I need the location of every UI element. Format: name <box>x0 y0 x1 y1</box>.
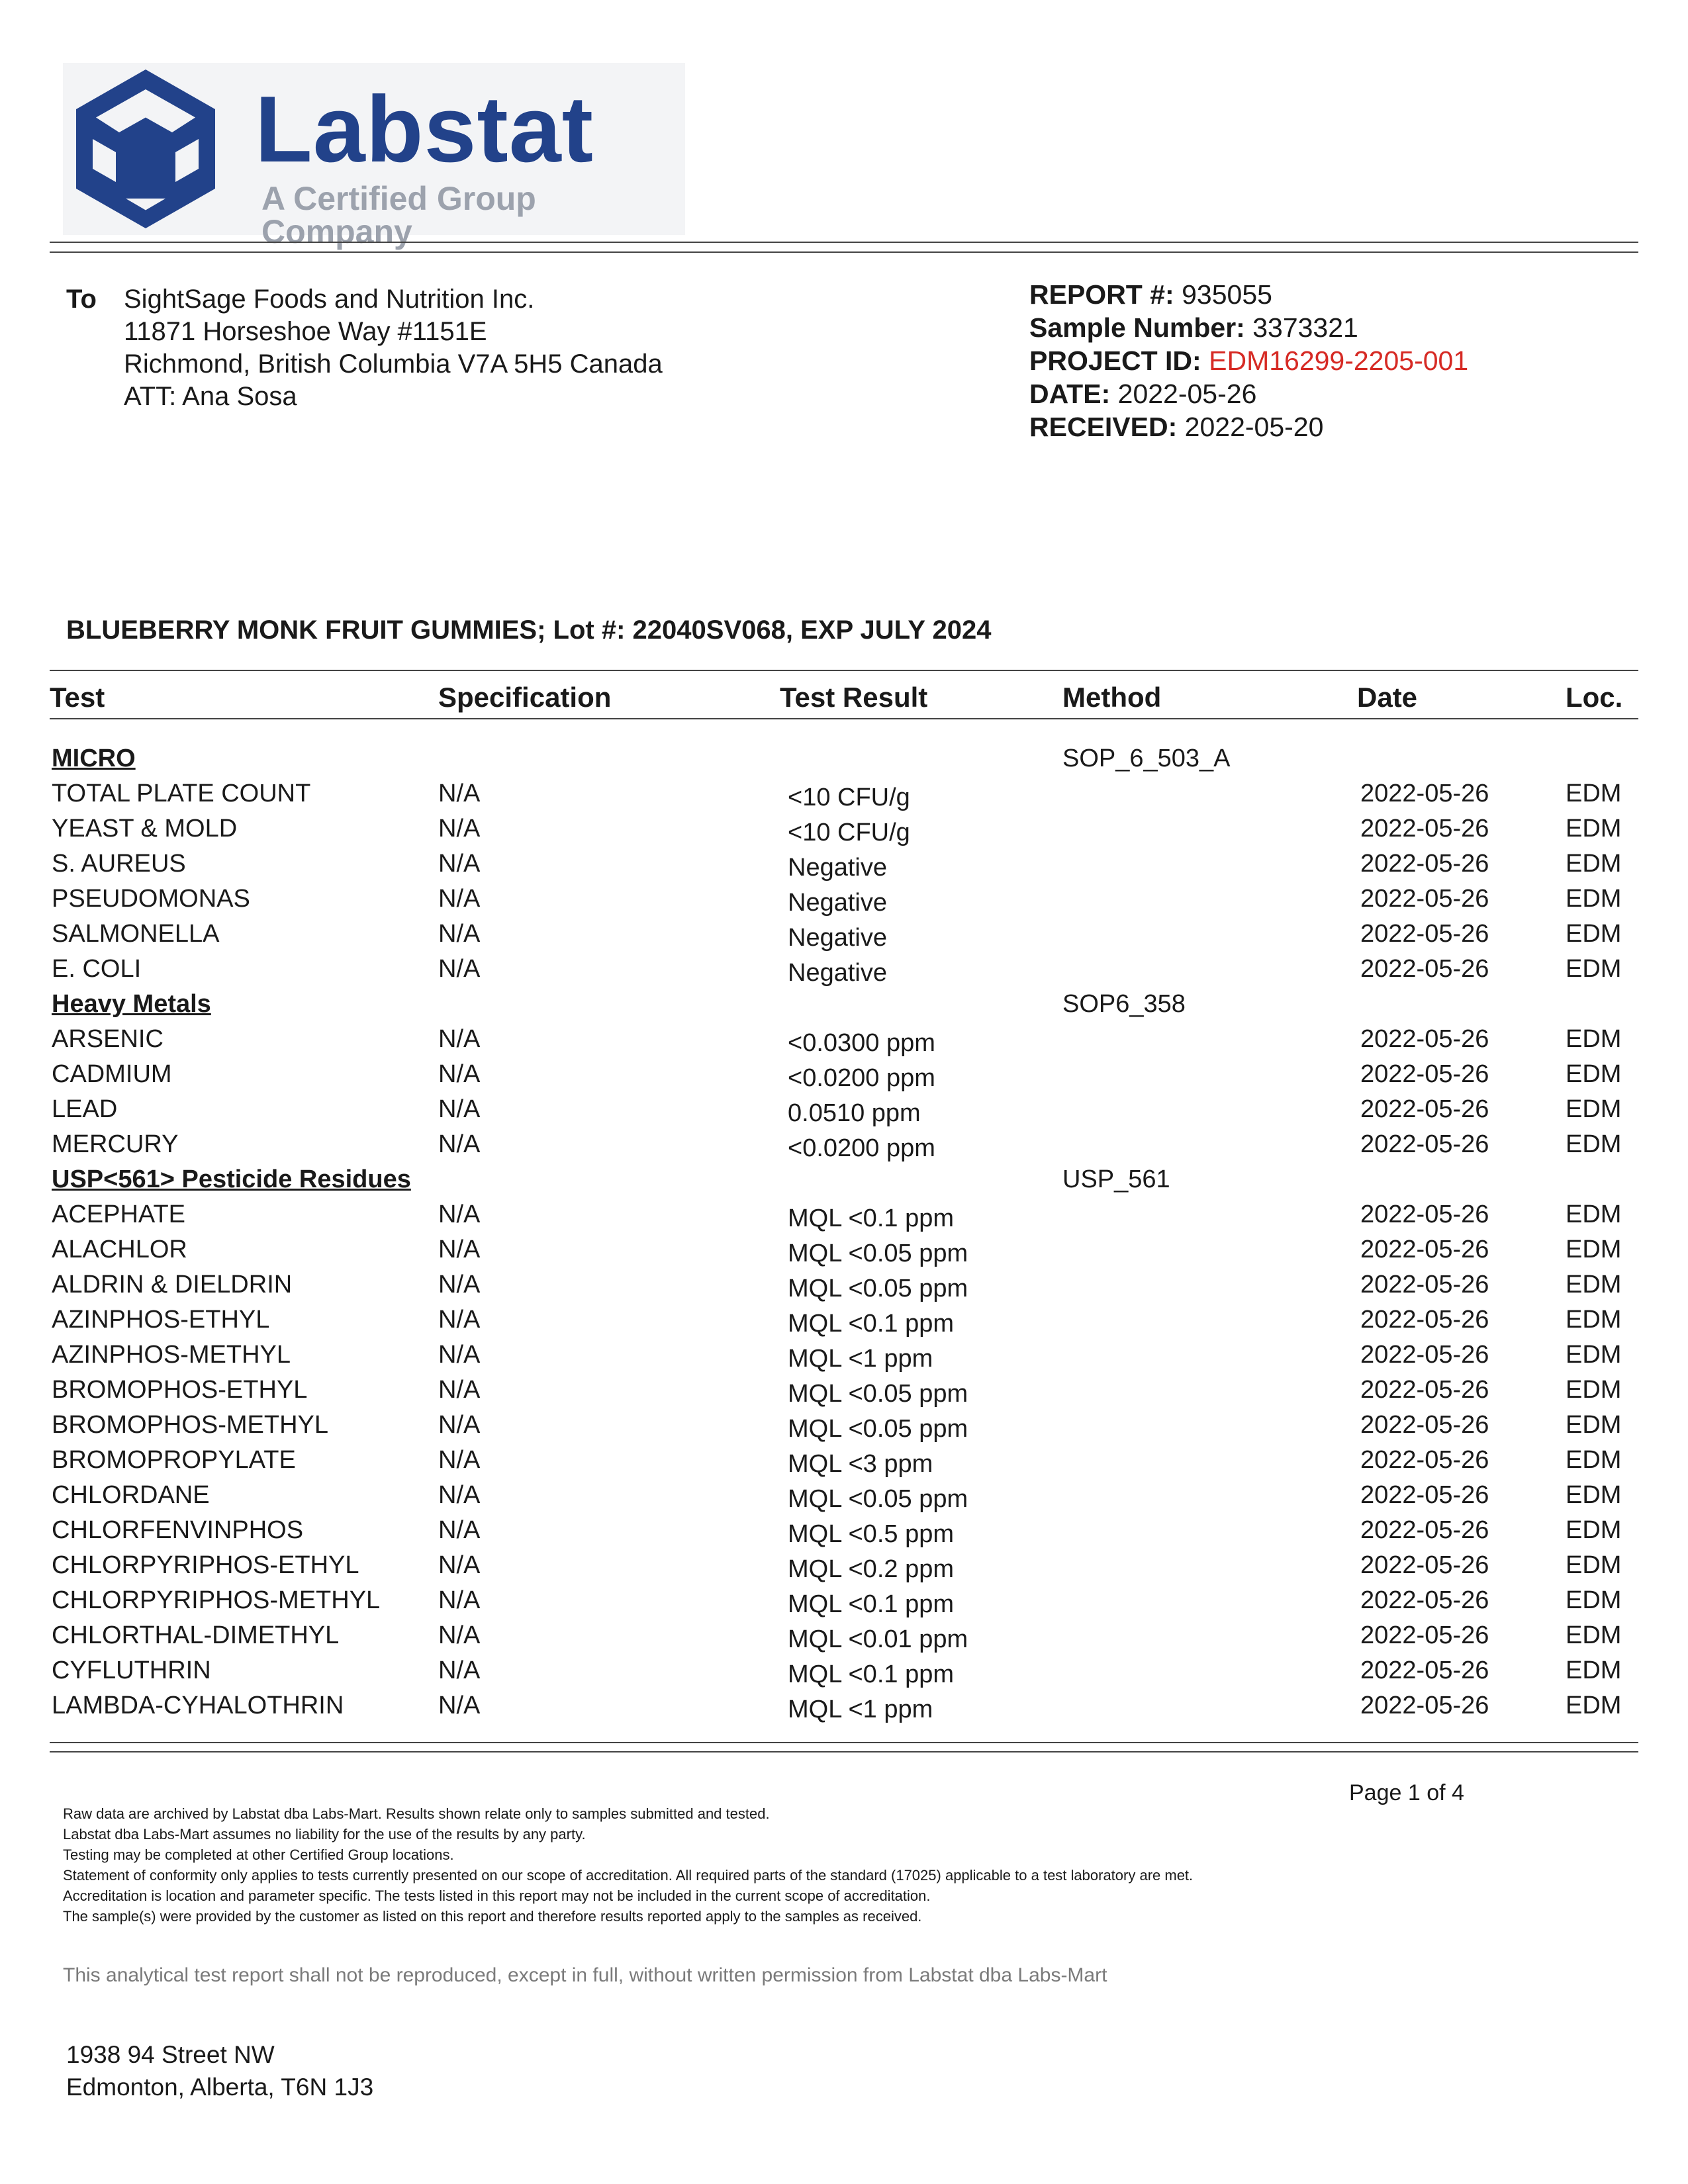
test-name: CYFLUTHRIN <box>52 1657 211 1684</box>
table-row <box>0 1060 1688 1095</box>
company-logo <box>63 63 685 250</box>
table-row <box>0 1306 1688 1341</box>
recipient-street: 11871 Horseshoe Way #1151E <box>124 317 487 346</box>
table-row <box>0 1095 1688 1130</box>
test-date: 2022-05-26 <box>1360 1095 1489 1123</box>
to-label: To <box>66 285 97 314</box>
test-location: EDM <box>1566 920 1622 948</box>
table-row <box>0 1130 1688 1165</box>
specification: N/A <box>438 1130 481 1158</box>
test-location: EDM <box>1566 1376 1622 1404</box>
test-location: EDM <box>1566 1236 1622 1263</box>
section-title: MICRO <box>52 745 136 772</box>
test-result: <10 CFU/g <box>788 784 910 811</box>
table-row <box>0 1446 1688 1481</box>
test-name: CHLORPYRIPHOS-ETHYL <box>52 1551 359 1579</box>
report-date: 2022-05-26 <box>1117 379 1257 409</box>
test-date: 2022-05-26 <box>1360 1551 1489 1579</box>
test-location: EDM <box>1566 1201 1622 1228</box>
test-date: 2022-05-26 <box>1360 1657 1489 1684</box>
header-location: Loc. <box>1566 682 1623 713</box>
specification: N/A <box>438 1306 481 1334</box>
test-location: EDM <box>1566 1341 1622 1369</box>
test-location: EDM <box>1566 1095 1622 1123</box>
test-date: 2022-05-26 <box>1360 1516 1489 1544</box>
logo-tagline: A Certified Group Company <box>261 180 536 250</box>
test-location: EDM <box>1566 780 1622 807</box>
test-result: <0.0200 ppm <box>788 1134 935 1162</box>
test-location: EDM <box>1566 955 1622 983</box>
specification: N/A <box>438 1236 481 1263</box>
test-date: 2022-05-26 <box>1360 1060 1489 1088</box>
report-number: 935055 <box>1182 279 1272 310</box>
test-date: 2022-05-26 <box>1360 885 1489 913</box>
test-date: 2022-05-26 <box>1360 955 1489 983</box>
specification: N/A <box>438 885 481 913</box>
test-date: 2022-05-26 <box>1360 815 1489 842</box>
test-date: 2022-05-26 <box>1360 1306 1489 1334</box>
lab-street: 1938 94 Street NW <box>66 2041 275 2068</box>
test-name: CHLORTHAL-DIMETHYL <box>52 1621 340 1649</box>
labstat-logo-mark-icon <box>63 66 228 232</box>
disclaimer-line: Raw data are archived by Labstat dba Labs-Mart. Results shown relate only to samples submitted and tested. <box>63 1805 770 1822</box>
test-name: ACEPHATE <box>52 1201 186 1228</box>
test-location: EDM <box>1566 1060 1622 1088</box>
table-row <box>0 1657 1688 1692</box>
test-location: EDM <box>1566 1621 1622 1649</box>
header-test: Test <box>50 682 105 713</box>
specification: N/A <box>438 1657 481 1684</box>
table-row <box>0 1551 1688 1586</box>
section-method: SOP_6_503_A <box>1062 745 1231 772</box>
specification: N/A <box>438 1271 481 1298</box>
table-row <box>0 815 1688 850</box>
test-date: 2022-05-26 <box>1360 780 1489 807</box>
table-row <box>0 1586 1688 1621</box>
section-method: SOP6_358 <box>1062 990 1186 1018</box>
table-row <box>0 955 1688 990</box>
specification: N/A <box>438 1621 481 1649</box>
disclaimer-line: Labstat dba Labs-Mart assumes no liability for the use of the results by any party. <box>63 1826 586 1843</box>
header-method: Method <box>1062 682 1162 713</box>
specification: N/A <box>438 1341 481 1369</box>
test-result: MQL <0.05 ppm <box>788 1485 968 1513</box>
disclaimer-line: Statement of conformity only applies to tests currently presented on our scope of accreditation. All required parts of the standard (17025) applicable to a test laboratory are met. Accreditation is location and parameter specific. The tests listed in this report may not be included in the current scope of accreditation. <box>63 1867 1194 1904</box>
reproduction-notice: This analytical test report shall not be reproduced, except in full, without written permission from Labstat dba Labs-Mart <box>63 1964 1107 1986</box>
specification: N/A <box>438 1551 481 1579</box>
section-title: Heavy Metals <box>52 990 211 1018</box>
table-row <box>0 1481 1688 1516</box>
test-location: EDM <box>1566 1130 1622 1158</box>
test-date: 2022-05-26 <box>1360 1621 1489 1649</box>
test-location: EDM <box>1566 1271 1622 1298</box>
table-row <box>0 885 1688 920</box>
test-result: MQL <1 ppm <box>788 1696 933 1723</box>
test-result: MQL <0.1 ppm <box>788 1310 954 1338</box>
project-id-label: PROJECT ID: <box>1029 345 1201 376</box>
table-row <box>0 1411 1688 1446</box>
test-name: S. AUREUS <box>52 850 186 878</box>
test-name: BROMOPHOS-METHYL <box>52 1411 329 1439</box>
test-result: <10 CFU/g <box>788 819 910 846</box>
test-result: MQL <0.1 ppm <box>788 1205 954 1232</box>
table-row <box>0 1516 1688 1551</box>
test-result: MQL <0.1 ppm <box>788 1590 954 1618</box>
logo-wordmark: Labstat <box>255 77 594 182</box>
table-row <box>0 1271 1688 1306</box>
table-row <box>0 1201 1688 1236</box>
test-location: EDM <box>1566 1657 1622 1684</box>
table-top-divider <box>50 670 1638 671</box>
recipient-company: SightSage Foods and Nutrition Inc. <box>124 285 535 314</box>
specification: N/A <box>438 1446 481 1474</box>
test-location: EDM <box>1566 1411 1622 1439</box>
test-name: TOTAL PLATE COUNT <box>52 780 311 807</box>
table-row <box>0 1621 1688 1657</box>
sample-number: 3373321 <box>1252 312 1358 343</box>
specification: N/A <box>438 920 481 948</box>
table-row <box>0 920 1688 955</box>
test-name: ALDRIN & DIELDRIN <box>52 1271 293 1298</box>
test-result: Negative <box>788 959 887 987</box>
test-result: MQL <0.2 ppm <box>788 1555 954 1583</box>
header-test-result: Test Result <box>780 682 928 713</box>
recipient-city: Richmond, British Columbia V7A 5H5 Canada <box>124 349 663 379</box>
test-date: 2022-05-26 <box>1360 1692 1489 1719</box>
test-result: MQL <0.1 ppm <box>788 1661 954 1688</box>
test-result: Negative <box>788 854 887 882</box>
test-name: YEAST & MOLD <box>52 815 238 842</box>
header-underline <box>50 718 1638 719</box>
specification: N/A <box>438 1481 481 1509</box>
report-date-label: DATE: <box>1029 379 1111 409</box>
test-result: MQL <0.05 ppm <box>788 1380 968 1408</box>
test-name: CADMIUM <box>52 1060 172 1088</box>
specification: N/A <box>438 1411 481 1439</box>
test-name: LAMBDA-CYHALOTHRIN <box>52 1692 344 1719</box>
specification: N/A <box>438 815 481 842</box>
test-location: EDM <box>1566 1025 1622 1053</box>
test-date: 2022-05-26 <box>1360 1236 1489 1263</box>
recipient-attention: ATT: Ana Sosa <box>124 382 297 411</box>
test-location: EDM <box>1566 850 1622 878</box>
specification: N/A <box>438 1060 481 1088</box>
received-date: 2022-05-20 <box>1184 412 1324 442</box>
table-row <box>0 850 1688 885</box>
specification: N/A <box>438 955 481 983</box>
test-date: 2022-05-26 <box>1360 1376 1489 1404</box>
test-result: Negative <box>788 889 887 917</box>
test-date: 2022-05-26 <box>1360 1481 1489 1509</box>
test-result: <0.0300 ppm <box>788 1029 935 1057</box>
table-bottom-divider <box>50 1742 1638 1743</box>
test-result: MQL <0.01 ppm <box>788 1625 968 1653</box>
test-location: EDM <box>1566 1551 1622 1579</box>
disclaimer-line: The sample(s) were provided by the customer as listed on this report and therefore results reported apply to the samples as received. <box>63 1908 922 1925</box>
test-name: CHLORDANE <box>52 1481 210 1509</box>
section-title: USP<561> Pesticide Residues <box>52 1165 411 1193</box>
test-result: MQL <0.05 ppm <box>788 1415 968 1443</box>
test-name: PSEUDOMONAS <box>52 885 250 913</box>
test-name: E. COLI <box>52 955 142 983</box>
specification: N/A <box>438 1586 481 1614</box>
specification: N/A <box>438 1201 481 1228</box>
test-name: AZINPHOS-METHYL <box>52 1341 291 1369</box>
recipient-address <box>124 283 663 413</box>
test-result: 0.0510 ppm <box>788 1099 921 1127</box>
test-name: ARSENIC <box>52 1025 164 1053</box>
report-info <box>1029 278 1468 443</box>
test-date: 2022-05-26 <box>1360 850 1489 878</box>
test-result: MQL <0.5 ppm <box>788 1520 954 1548</box>
section-row <box>0 1165 1688 1201</box>
test-date: 2022-05-26 <box>1360 1341 1489 1369</box>
test-location: EDM <box>1566 815 1622 842</box>
specification: N/A <box>438 1692 481 1719</box>
table-row <box>0 1236 1688 1271</box>
report-number-label: REPORT #: <box>1029 279 1174 310</box>
table-row <box>0 780 1688 815</box>
section-method: USP_561 <box>1062 1165 1170 1193</box>
test-name: CHLORFENVINPHOS <box>52 1516 304 1544</box>
lab-address <box>66 2038 373 2103</box>
received-date-label: RECEIVED: <box>1029 412 1178 442</box>
header-divider <box>50 251 1638 253</box>
header-date: Date <box>1357 682 1418 713</box>
specification: N/A <box>438 1095 481 1123</box>
specification: N/A <box>438 850 481 878</box>
test-location: EDM <box>1566 885 1622 913</box>
test-location: EDM <box>1566 1516 1622 1544</box>
test-date: 2022-05-26 <box>1360 920 1489 948</box>
specification: N/A <box>438 1025 481 1053</box>
test-name: CHLORPYRIPHOS-METHYL <box>52 1586 381 1614</box>
section-row <box>0 990 1688 1025</box>
section-row <box>0 745 1688 780</box>
table-row <box>0 1025 1688 1060</box>
lab-city: Edmonton, Alberta, T6N 1J3 <box>66 2073 374 2101</box>
test-name: ALACHLOR <box>52 1236 187 1263</box>
table-row <box>0 1341 1688 1376</box>
test-name: BROMOPROPYLATE <box>52 1446 296 1474</box>
page-number: Page 1 of 4 <box>1349 1780 1464 1805</box>
test-result: MQL <0.05 ppm <box>788 1240 968 1267</box>
specification: N/A <box>438 780 481 807</box>
test-location: EDM <box>1566 1692 1622 1719</box>
test-name: MERCURY <box>52 1130 179 1158</box>
test-name: SALMONELLA <box>52 920 220 948</box>
test-date: 2022-05-26 <box>1360 1411 1489 1439</box>
test-result: Negative <box>788 924 887 952</box>
test-result: MQL <1 ppm <box>788 1345 933 1373</box>
test-location: EDM <box>1566 1306 1622 1334</box>
header-divider <box>50 242 1638 243</box>
specification: N/A <box>438 1516 481 1544</box>
disclaimer-notes <box>63 1803 1201 1927</box>
test-location: EDM <box>1566 1586 1622 1614</box>
test-date: 2022-05-26 <box>1360 1586 1489 1614</box>
test-result: <0.0200 ppm <box>788 1064 935 1092</box>
test-date: 2022-05-26 <box>1360 1446 1489 1474</box>
test-name: AZINPHOS-ETHYL <box>52 1306 270 1334</box>
test-date: 2022-05-26 <box>1360 1271 1489 1298</box>
test-date: 2022-05-26 <box>1360 1201 1489 1228</box>
table-bottom-divider <box>50 1751 1638 1752</box>
test-location: EDM <box>1566 1481 1622 1509</box>
results-table <box>0 745 1688 1727</box>
test-result: MQL <3 ppm <box>788 1450 933 1478</box>
test-date: 2022-05-26 <box>1360 1130 1489 1158</box>
test-location: EDM <box>1566 1446 1622 1474</box>
product-title: BLUEBERRY MONK FRUIT GUMMIES; Lot #: 22040SV068, EXP JULY 2024 <box>66 615 992 645</box>
test-name: LEAD <box>52 1095 118 1123</box>
test-date: 2022-05-26 <box>1360 1025 1489 1053</box>
disclaimer-line: Testing may be completed at other Certified Group locations. <box>63 1846 454 1863</box>
table-row <box>0 1376 1688 1411</box>
project-id: EDM16299-2205-001 <box>1209 345 1469 376</box>
sample-number-label: Sample Number: <box>1029 312 1245 343</box>
specification: N/A <box>438 1376 481 1404</box>
table-row <box>0 1692 1688 1727</box>
test-result: MQL <0.05 ppm <box>788 1275 968 1302</box>
test-name: BROMOPHOS-ETHYL <box>52 1376 308 1404</box>
header-specification: Specification <box>438 682 612 713</box>
